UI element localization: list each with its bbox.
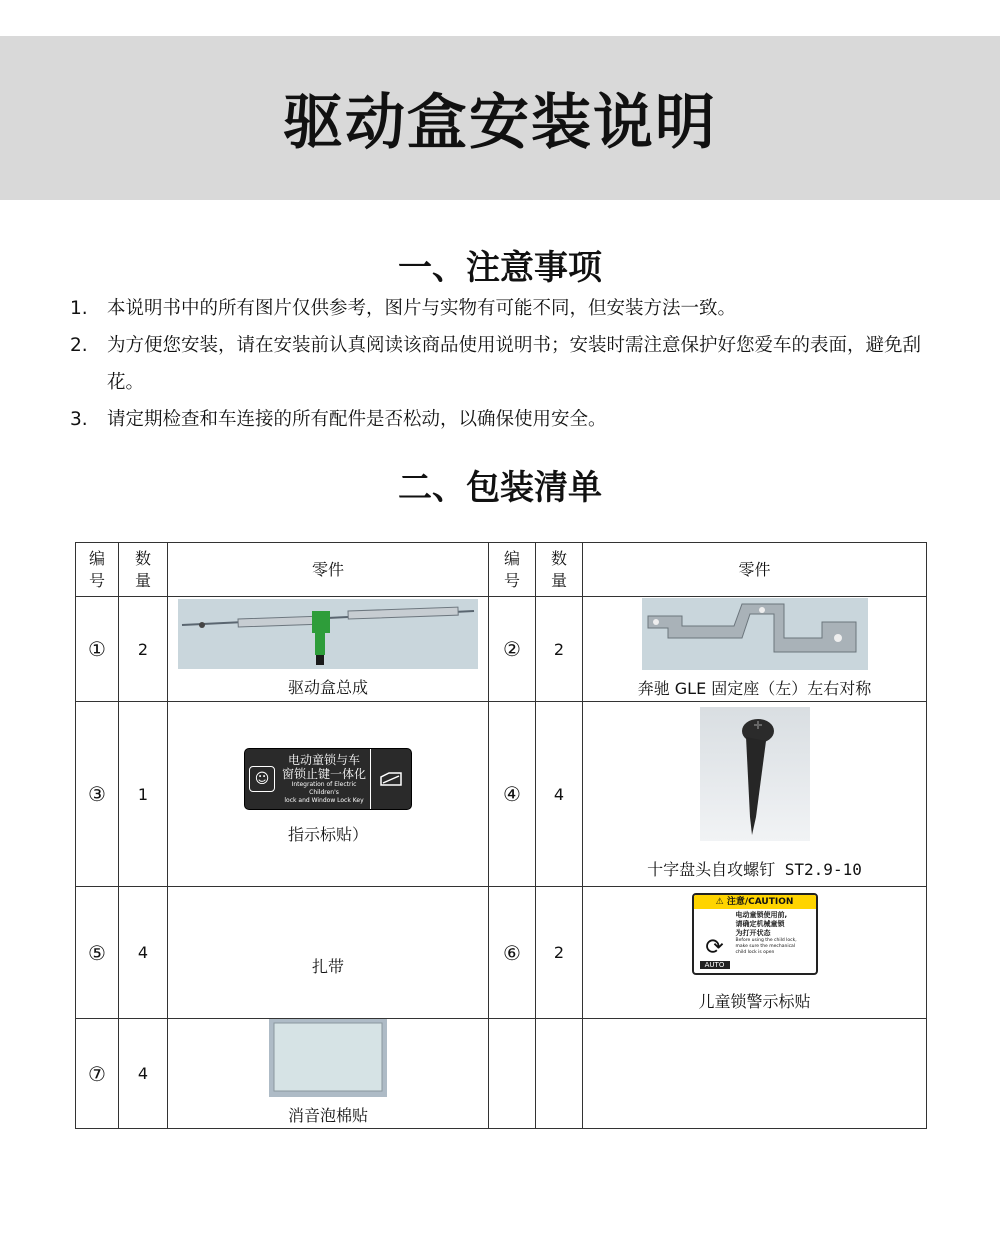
caution-line: Before using the child lock,: [735, 938, 797, 943]
item-seq: ①: [76, 597, 119, 702]
header-num: 编号: [489, 543, 536, 597]
item-seq: ②: [489, 597, 536, 702]
packing-title: 二、包装清单: [398, 468, 602, 508]
item-name: 儿童锁警示标贴: [698, 992, 811, 1011]
item-qty: 4: [119, 887, 168, 1019]
item-seq: ⑤: [76, 887, 119, 1019]
notice-item-text: 请定期检查和车连接的所有配件是否松动，以确保使用安全。: [107, 409, 607, 430]
header-num: 编号: [76, 543, 119, 597]
item-seq: [489, 1019, 536, 1129]
notice-item-number: 2.: [70, 335, 88, 356]
item-name: 指示标贴）: [287, 824, 368, 844]
item-part: [168, 702, 489, 887]
item-seq: ④: [489, 702, 536, 887]
header-part: 零件: [583, 543, 927, 597]
item-qty: 1: [119, 702, 168, 887]
item-seq: ⑥: [489, 887, 536, 1019]
notice-item-number: 3.: [70, 409, 88, 430]
item-qty: 4: [119, 1019, 168, 1129]
label-line: 电动童锁与车: [287, 752, 360, 767]
item-part: [583, 887, 927, 1019]
header-qty: 数量: [536, 543, 583, 597]
table-row: [76, 887, 927, 1019]
page-title: 驱动盒安装说明: [283, 88, 717, 158]
item-qty: 2: [536, 887, 583, 1019]
notice-item-text: 为方便您安装，请在安装前认真阅读该商品使用说明书；安装时需注意保护好您爱车的表面，避免刮花。: [107, 335, 922, 393]
screw-image: [700, 707, 810, 841]
child-icon: ☺: [249, 766, 275, 792]
caution-line: 请确定机械童锁: [735, 920, 785, 928]
child-lock-icon: ⟳: [705, 935, 724, 960]
notice-item: [70, 290, 950, 327]
item-part: [168, 1019, 489, 1129]
table-row: [76, 702, 927, 887]
auto-badge: AUTO: [700, 961, 730, 969]
table-row: [76, 597, 927, 702]
caution-line: child lock is open: [735, 950, 775, 955]
notice-item-text: 本说明书中的所有图片仅供参考，图片与实物有可能不同，但安装方法一致。: [107, 298, 737, 319]
table-header-row: [76, 543, 927, 597]
foam-pad-image: [269, 1019, 387, 1097]
item-seq: ⑦: [76, 1019, 119, 1129]
item-part: [168, 887, 489, 1019]
notice-list: [70, 290, 950, 438]
item-name: 十字盘头自攻螺钉 ST2.9-10: [647, 859, 862, 879]
notice-item-number: 1.: [70, 298, 88, 319]
caution-line: 电动童锁使用前,: [735, 911, 788, 919]
item-name: 消音泡棉贴: [287, 1106, 368, 1125]
item-part: [583, 1019, 927, 1129]
notice-title: 一、注意事项: [398, 248, 602, 288]
warning-icon: ⚠: [715, 897, 724, 907]
item-qty: 4: [536, 702, 583, 887]
header-part: 零件: [168, 543, 489, 597]
mount-bracket-image: [642, 598, 868, 670]
item-seq: ③: [76, 702, 119, 887]
notice-item: [70, 327, 950, 401]
window-icon: [370, 749, 411, 809]
item-name: 扎带: [311, 957, 344, 976]
label-line: lock and Window Lock Key: [284, 796, 364, 804]
item-part: [583, 597, 927, 702]
packing-table: [75, 542, 927, 1129]
item-name: 驱动盒总成: [287, 677, 368, 697]
caution-line: 为打开状态: [735, 929, 771, 937]
item-part: [583, 702, 927, 887]
item-qty: [536, 1019, 583, 1129]
header-qty: 数量: [119, 543, 168, 597]
label-line: Integration of Electric Children's: [291, 780, 357, 796]
notice-item: [70, 401, 950, 438]
item-name: 奔驰 GLE 固定座（左）左右对称: [637, 678, 872, 698]
item-qty: 2: [119, 597, 168, 702]
indicator-label-image: [244, 748, 412, 810]
title-banner: [0, 36, 1000, 200]
table-row: [76, 1019, 927, 1129]
caution-heading: 注意/CAUTION: [726, 897, 794, 907]
item-part: [168, 597, 489, 702]
caution-line: make sure the mechanical: [735, 944, 796, 949]
label-line: 窗锁止键一体化: [281, 766, 366, 781]
item-qty: 2: [536, 597, 583, 702]
caution-label-image: [692, 893, 818, 975]
drive-box-assembly-image: [178, 599, 478, 669]
